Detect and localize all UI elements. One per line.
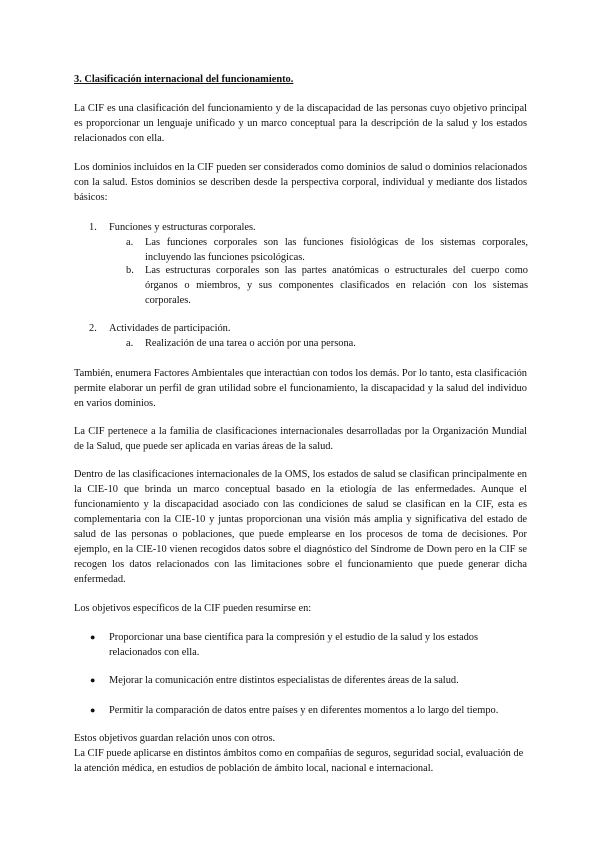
sublist-item: Las funciones corporales son las funciones fisiológicas de los sistemas corporales, incluyendo las funciones psicológicas.: [145, 237, 528, 263]
sublist-marker: b.: [126, 265, 134, 276]
section-heading: 3. Clasificación internacional del funcionamiento.: [74, 74, 294, 85]
sublist-item: Realización de una tarea o acción por una persona.: [145, 338, 356, 349]
paragraph-objectives-intro: Los objetivos específicos de la CIF pueden resumirse en:: [74, 603, 312, 614]
bullet-item: Permitir la comparación de datos entre países y en diferentes momentos a lo largo del tiempo.: [109, 705, 499, 716]
paragraph-domains: Los dominios incluidos en la CIF pueden ser considerados como dominios de salud o dominios relacionados con la salud. Estos dominios se describen desde la perspectiva corporal, individual y mediante dos listados básicos:: [74, 162, 527, 203]
list-number: 1.: [89, 222, 97, 233]
paragraph-intro: La CIF es una clasificación del funcionamiento y de la discapacidad de las personas cuyo objetivo principal es proporcionar un lenguaje unificado y un marco conceptual para la descripción de la salud y los estados relacionados con ella.: [74, 103, 527, 144]
list-item-label: Actividades de participación.: [109, 323, 231, 334]
sublist-marker: a.: [126, 338, 134, 349]
bullet-item: Proporcionar una base científica para la compresión y el estudio de la salud y los estados relacionados con ella.: [109, 632, 479, 658]
bullet-marker: ●: [90, 632, 96, 642]
paragraph-factors: También, enumera Factores Ambientales que interactúan con todos los demás. Por lo tanto, esta clasificación permite elaborar un perfil de gran utilidad sobre el funcionamiento, la discapacidad y la salud del individuo en varios dominios.: [74, 368, 527, 409]
sublist-marker: a.: [126, 237, 134, 248]
bullet-marker: ●: [90, 705, 96, 715]
closing-line: Estos objetivos guardan relación unos con otros.: [74, 733, 276, 744]
closing-paragraph: La CIF puede aplicarse en distintos ámbitos como en compañías de seguros, seguridad social, evaluación de la atención médica, en estudios de población de ámbito local, nacional e internacional.: [74, 748, 524, 774]
list-number: 2.: [89, 323, 97, 334]
sublist-item: Las estructuras corporales son las partes anatómicas o estructurales del cuerpo como órganos o miembros, y sus componentes clasificados en relación con los sistemas corporales.: [145, 265, 528, 306]
list-item-label: Funciones y estructuras corporales.: [109, 222, 256, 233]
bullet-item: Mejorar la comunicación entre distintos especialistas de diferentes áreas de la salud.: [109, 675, 459, 686]
paragraph-oms: Dentro de las clasificaciones internacionales de la OMS, los estados de salud se clasifican principalmente en la CIE-10 que brinda un marco conceptual basado en la etiología de las enfermedades. Aunque el funcionamiento y la discapacidad asociado con las condiciones de salud se clasifican en la CIF, esta es complementaria con la CIE-10 y juntas proporcionan una visión más amplia y significativa del estado de salud de las personas o poblaciones, que puede emplearse en los procesos de toma de decisiones. Por ejemplo, en la CIE-10 vienen recogidos datos sobre el diagnóstico del Síndrome de Down pero en la CIF se recogen los datos relacionados con las limitaciones sobre el funcionamiento que puede generar dicha enfermedad.: [74, 469, 527, 585]
paragraph-family: La CIF pertenece a la familia de clasificaciones internacionales desarrolladas por la Organización Mundial de la Salud, que puede ser aplicada en varias áreas de la salud.: [74, 426, 527, 452]
bullet-marker: ●: [90, 675, 96, 685]
